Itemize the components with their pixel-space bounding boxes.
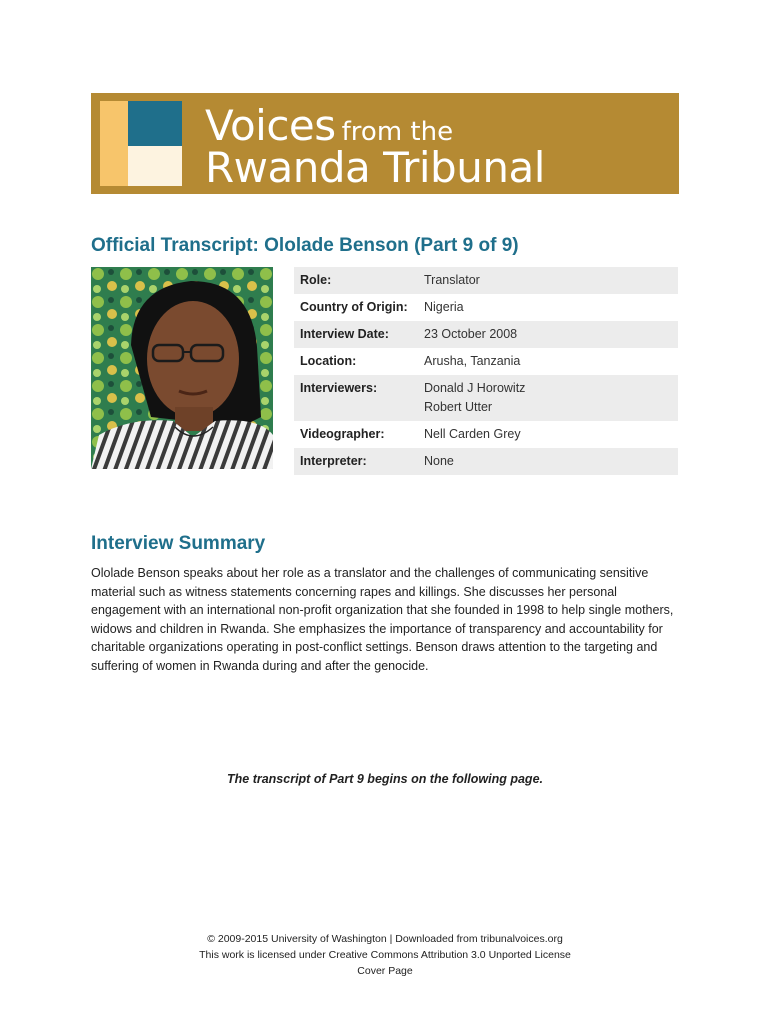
banner-title-voices: Voices (205, 101, 336, 150)
portrait-photo (91, 267, 273, 469)
info-row-location (294, 348, 678, 375)
transcript-begins-note: The transcript of Part 9 begins on the following page. (227, 772, 543, 786)
info-value: None (424, 454, 454, 468)
info-value: Robert Utter (424, 400, 493, 414)
logo-squares-icon (100, 101, 182, 186)
info-value: Nigeria (424, 300, 464, 314)
info-label: Interview Date: (300, 327, 389, 341)
interview-info-table (294, 267, 678, 475)
info-label: Role: (300, 273, 332, 287)
summary-text: Ololade Benson speaks about her role as a translator and the challenges of communicating sensitive material such as witness statements concerning rapes and killings. She discusses her personal engagement with an international non-profit organization that she founded in 1998 to help single mothers, widows and children in Rwanda. She emphasizes the importance of transparency and accountability for charitable organizations operating in post-conflict settings. Benson draws attention to the targeting and suffering of women in Rwanda during and after the genocide. (91, 566, 674, 673)
footer-copyright: © 2009-2015 University of Washington | Downloaded from tribunalvoices.org (207, 933, 563, 945)
info-row-videographer (294, 421, 678, 448)
info-row-interviewers (294, 375, 678, 421)
footer-license: This work is licensed under Creative Commons Attribution 3.0 Unported License (199, 949, 571, 961)
summary-heading: Interview Summary (91, 533, 266, 554)
info-row-role (294, 267, 678, 294)
info-row-interpreter (294, 448, 678, 475)
footer-page-label: Cover Page (357, 965, 413, 977)
info-label: Videographer: (300, 427, 385, 441)
info-label: Location: (300, 354, 357, 368)
info-value: Donald J Horowitz (424, 381, 526, 395)
info-label: Interpreter: (300, 454, 367, 468)
info-row-country (294, 294, 678, 321)
document-title: Official Transcript: Ololade Benson (Part 9 of 9) (91, 235, 519, 256)
info-value: Arusha, Tanzania (424, 354, 521, 368)
header-banner (91, 93, 679, 194)
info-label: Interviewers: (300, 381, 378, 395)
info-value: 23 October 2008 (424, 327, 518, 341)
info-value: Translator (424, 273, 480, 287)
banner-title-from-the: from the (341, 117, 454, 147)
banner-title-rwanda-tribunal: Rwanda Tribunal (205, 143, 545, 192)
info-row-interview-date (294, 321, 678, 348)
page-footer (91, 931, 679, 979)
info-value: Nell Carden Grey (424, 427, 521, 441)
info-label: Country of Origin: (300, 300, 408, 314)
